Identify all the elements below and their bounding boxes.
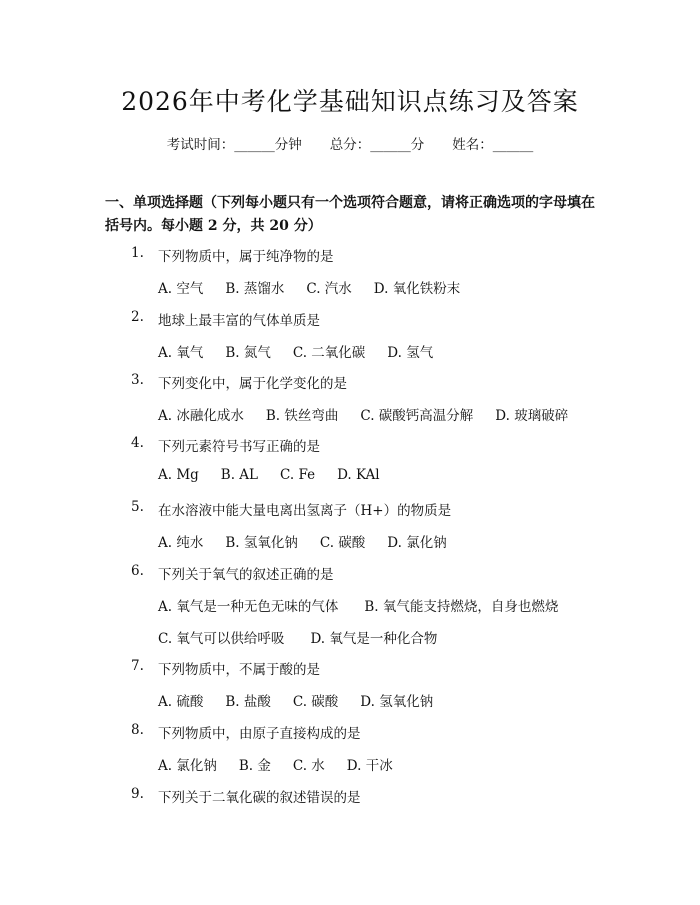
answer-option: D. 氧气是一种化合物 <box>310 631 438 647</box>
question-number: 5. <box>131 499 144 515</box>
question-number: 7. <box>131 658 144 674</box>
answer-option: B. 氧气能支持燃烧，自身也燃烧 <box>364 599 559 615</box>
answer-option: B. 盐酸 <box>225 694 271 710</box>
option-row <box>158 277 482 297</box>
answer-option: C. 水 <box>292 758 325 774</box>
question-stem: 下列关于氧气的叙述正确的是 <box>158 567 334 583</box>
question-stem: 下列物质中，属于纯净物的是 <box>158 249 334 265</box>
option-row <box>158 595 584 615</box>
answer-option: D. KAl <box>337 467 380 483</box>
question-stem: 下列元素符号书写正确的是 <box>158 439 320 455</box>
answer-option: C. 碳酸钙高温分解 <box>360 408 474 424</box>
question-number: 3. <box>131 372 144 388</box>
answer-option: A. 冰融化成水 <box>158 408 244 424</box>
answer-option: C. Fe <box>280 467 316 483</box>
option-row <box>158 341 455 361</box>
answer-option: B. 氢氧化钠 <box>225 535 298 551</box>
answer-option: A. 氯化钠 <box>158 758 217 774</box>
question-number: 8. <box>131 722 144 738</box>
question-stem: 下列物质中，由原子直接构成的是 <box>158 726 361 742</box>
answer-option: C. 氧气可以供给呼吸 <box>158 631 285 647</box>
answer-option: B. 金 <box>238 758 271 774</box>
answer-option: B. AL <box>220 467 259 483</box>
answer-option: A. 空气 <box>158 281 204 297</box>
answer-option: A. 硫酸 <box>158 694 204 710</box>
answer-option: B. 氮气 <box>225 345 271 361</box>
section-heading: 一、单项选择题（下列每小题只有一个选项符合题意，请将正确选项的字母填在括号内。每小题 2 分，共 20 分） <box>105 195 595 234</box>
answer-option: D. 氢氧化钠 <box>360 694 434 710</box>
option-row <box>158 754 415 774</box>
question-number: 2. <box>131 309 144 325</box>
answer-option: C. 汽水 <box>306 281 352 297</box>
question-number: 4. <box>131 435 144 451</box>
answer-option: C. 碳酸 <box>292 694 339 710</box>
option-row <box>158 531 469 551</box>
answer-option: C. 碳酸 <box>319 535 366 551</box>
exam-time-field: 考试时间：______分钟 <box>166 137 302 153</box>
option-row <box>158 467 402 483</box>
option-row <box>158 404 590 424</box>
answer-option: D. 氧化铁粉末 <box>373 281 461 297</box>
answer-option: A. 氧气 <box>158 345 204 361</box>
question-stem: 下列关于二氧化碳的叙述错误的是 <box>158 790 361 806</box>
answer-option: D. 玻璃破碎 <box>495 408 569 424</box>
document-title: 2026年中考化学基础知识点练习及答案 <box>121 87 579 116</box>
total-score-field: 总分：______分 <box>329 137 425 153</box>
student-name-field: 姓名：______ <box>452 137 534 153</box>
answer-option: A. 氧气是一种无色无味的气体 <box>158 599 339 615</box>
answer-option: A. Mg <box>158 467 199 483</box>
answer-option: A. 纯水 <box>158 535 204 551</box>
option-row <box>158 627 463 647</box>
answer-option: B. 铁丝弯曲 <box>265 408 339 424</box>
question-stem: 下列物质中，不属于酸的是 <box>158 662 320 678</box>
exam-info-line <box>0 133 700 153</box>
question-stem: 下列变化中，属于化学变化的是 <box>158 376 347 392</box>
answer-option: D. 氯化钠 <box>387 535 447 551</box>
question-number: 6. <box>131 563 144 579</box>
answer-option: D. 氢气 <box>387 345 434 361</box>
question-number: 9. <box>131 786 144 802</box>
question-stem: 在水溶液中能大量电离出氢离子（H+）的物质是 <box>158 503 452 519</box>
question-stem: 地球上最丰富的气体单质是 <box>158 313 320 329</box>
answer-option: B. 蒸馏水 <box>225 281 285 297</box>
question-number: 1. <box>131 245 144 261</box>
option-row <box>158 690 455 710</box>
answer-option: C. 二氧化碳 <box>292 345 366 361</box>
answer-option: D. 干冰 <box>346 758 393 774</box>
